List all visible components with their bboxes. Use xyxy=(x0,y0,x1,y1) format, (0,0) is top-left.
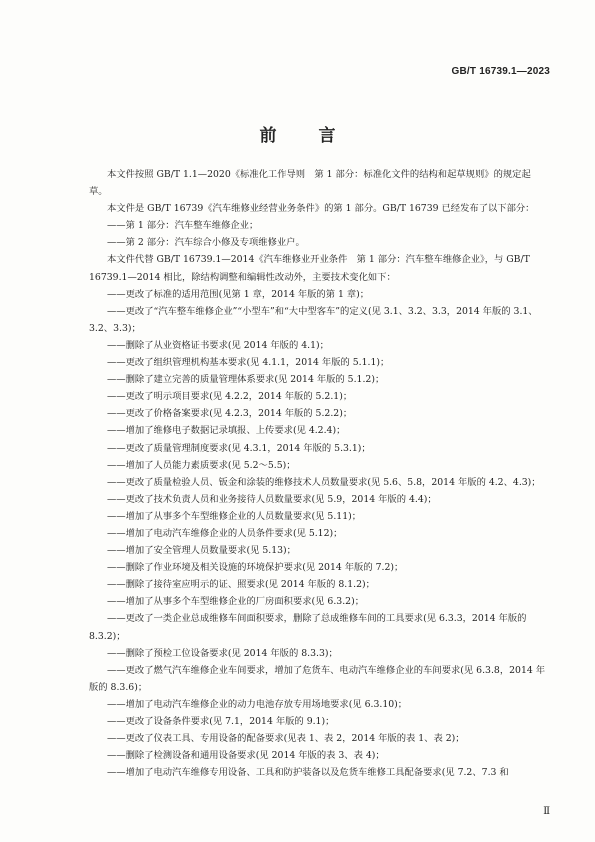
change-text: 增加了电动汽车维修企业的人员条件要求(见 5.12)； xyxy=(125,527,343,539)
changes-list xyxy=(89,286,547,782)
change-list-item xyxy=(89,422,547,439)
list-dash: —— xyxy=(107,579,126,591)
change-text: 删除了接待室应明示的证、照要求(见 2014 年版的 8.1.2)； xyxy=(125,579,375,591)
change-text: 删除了作业环境及相关设施的环境保护要求(见 2014 年版的 7.2)； xyxy=(125,562,404,574)
list-dash: —— xyxy=(107,357,126,369)
list-dash: —— xyxy=(107,767,126,779)
change-list-item xyxy=(89,457,547,474)
list-dash: —— xyxy=(107,698,126,710)
list-dash: —— xyxy=(107,493,126,505)
change-list-item xyxy=(89,388,547,405)
list-dash: —— xyxy=(107,305,126,317)
intro-paragraph-1: 本文件按照 GB/T 1.1—2020《标准化工作导则 第 1 部分：标准化文件的结构和起草规则》的规定起草。 xyxy=(89,169,531,198)
list-dash: —— xyxy=(107,750,126,762)
change-text: 更改了设备条件要求(见 7.1，2014 年版的 9.1)； xyxy=(125,716,335,727)
change-list-item xyxy=(89,474,547,491)
change-text: 增加了电动汽车维修企业的动力电池存放专用场地要求(见 6.3.10)； xyxy=(125,698,408,710)
change-list-item xyxy=(89,491,547,508)
change-text: 更改了技术负责人员和业务接待人员数量要求(见 5.9，2014 年版的 4.4)； xyxy=(125,493,437,505)
list-dash: —— xyxy=(107,408,126,420)
change-text: 更改了明示项目要求(见 4.2.2，2014 年版的 5.2.1)； xyxy=(125,391,353,403)
standard-code: GB/T 16739.1—2023 xyxy=(451,66,550,77)
change-text: 增加了维修电子数据记录填报、上传要求(见 4.2.4)； xyxy=(125,425,346,437)
change-list-item xyxy=(89,696,547,713)
change-list-item xyxy=(89,713,547,730)
list-dash: —— xyxy=(107,288,126,300)
change-list-item xyxy=(89,354,547,371)
change-list-item xyxy=(89,593,547,610)
change-text: 删除了从业资格证书要求(见 2014 年版的 4.1)； xyxy=(125,339,329,351)
part-item: ——第 2 部分：汽车综合小修及专项维修业户。 xyxy=(107,237,305,249)
change-list-item xyxy=(89,303,547,337)
document-body xyxy=(89,166,547,781)
list-dash: —— xyxy=(107,647,126,659)
part-item: ——第 1 部分：汽车整车维修企业； xyxy=(107,220,259,232)
change-list-item xyxy=(89,286,547,303)
change-list-item xyxy=(89,764,547,781)
list-dash: —— xyxy=(107,476,126,488)
list-dash: —— xyxy=(107,374,126,386)
change-text: 增加了人员能力素质要求(见 5.2～5.5)； xyxy=(125,459,296,471)
change-list-item xyxy=(89,405,547,422)
change-text: 更改了质量管理制度要求(见 4.3.1，2014 年版的 5.3.1)； xyxy=(125,442,371,454)
list-dash: —— xyxy=(107,442,126,454)
change-text: 更改了标准的适用范围(见第 1 章，2014 年版的第 1 章)； xyxy=(125,288,370,300)
change-list-item xyxy=(89,559,547,576)
change-text: 增加了安全管理人员数量要求(见 5.13)； xyxy=(125,545,296,557)
change-list-item xyxy=(89,508,547,525)
change-text: 增加了从事多个车型维修企业的人员数量要求(见 5.11)； xyxy=(125,510,362,522)
change-text: 更改了一类企业总成维修车间面积要求，删除了总成维修车间的工具要求(见 6.3.3，2014 年版的 8.3.2)； xyxy=(89,613,527,642)
list-dash: —— xyxy=(107,562,126,574)
change-text: 更改了组织管理机构基本要求(见 4.1.1，2014 年版的 5.1.1)； xyxy=(125,357,390,369)
list-dash: —— xyxy=(107,545,126,557)
list-dash: —— xyxy=(107,716,126,727)
page-title xyxy=(0,121,595,146)
list-dash: —— xyxy=(107,339,126,351)
change-text: 更改了“汽车整车维修企业”“小型车”和“大中型客车”的定义(见 3.1、3.2、3.3，2014 年版的 3.1、3.2、3.3)； xyxy=(89,305,538,334)
change-list-item xyxy=(89,747,547,764)
change-text: 更改了燃气汽车维修企业车间要求，增加了危货车、电动汽车维修企业的车间要求(见 6.3.8，2014 年版的 8.3.6)； xyxy=(89,664,546,693)
change-text: 更改了价格备案要求(见 4.2.3，2014 年版的 5.2.2)； xyxy=(125,408,353,420)
change-list-item xyxy=(89,576,547,593)
list-dash: —— xyxy=(107,613,126,625)
list-dash: —— xyxy=(107,459,126,471)
page-number: Ⅱ xyxy=(543,806,550,817)
change-text: 增加了电动汽车维修专用设备、工具和防护装备以及危货车维修工具配备要求(见 7.2、7.3 和 xyxy=(125,767,509,779)
list-dash: —— xyxy=(107,596,126,608)
change-list-item xyxy=(89,662,547,696)
change-text: 删除了预检工位设备要求(见 2014 年版的 8.3.3)； xyxy=(125,647,338,659)
list-dash: —— xyxy=(107,527,126,539)
list-dash: —— xyxy=(107,425,126,437)
change-list-item xyxy=(89,542,547,559)
intro-paragraph-3: 本文件代替 GB/T 16739.1—2014《汽车维修业开业条件 第 1 部分：汽车整车维修企业》，与 GB/T 16739.1—2014 相比，除结构调整和编辑性改动外，主要技术变化如下： xyxy=(89,254,530,283)
list-dash: —— xyxy=(107,391,126,403)
page-title-text: 前 言 xyxy=(259,126,354,146)
change-list-item xyxy=(89,645,547,662)
change-list-item xyxy=(89,440,547,457)
change-list-item xyxy=(89,610,547,644)
list-dash: —— xyxy=(107,510,126,522)
list-dash: —— xyxy=(107,733,126,745)
change-list-item xyxy=(89,337,547,354)
change-text: 更改了质量检验人员、钣金和涂装的维修技术人员数量要求(见 5.6、5.8，2014 年版的 4.2、4.3)； xyxy=(125,476,541,488)
change-text: 删除了检测设备和通用设备要求(见 2014 年版的表 3、表 4)； xyxy=(125,750,385,762)
intro-paragraph-2: 本文件是 GB/T 16739《汽车维修业经营业务条件》的第 1 部分。GB/T 16739 已经发布了以下部分： xyxy=(107,203,535,215)
change-list-item xyxy=(89,730,547,747)
change-text: 删除了建立完善的质量管理体系要求(见 2014 年版的 5.1.2)； xyxy=(125,374,385,386)
change-text: 增加了从事多个车型维修企业的厂房面积要求(见 6.3.2)； xyxy=(125,596,364,608)
change-list-item xyxy=(89,371,547,388)
change-text: 更改了仪表工具、专用设备的配备要求(见表 1、表 2，2014 年版的表 1、表 2)； xyxy=(125,733,465,745)
list-dash: —— xyxy=(107,664,126,676)
change-list-item xyxy=(89,525,547,542)
